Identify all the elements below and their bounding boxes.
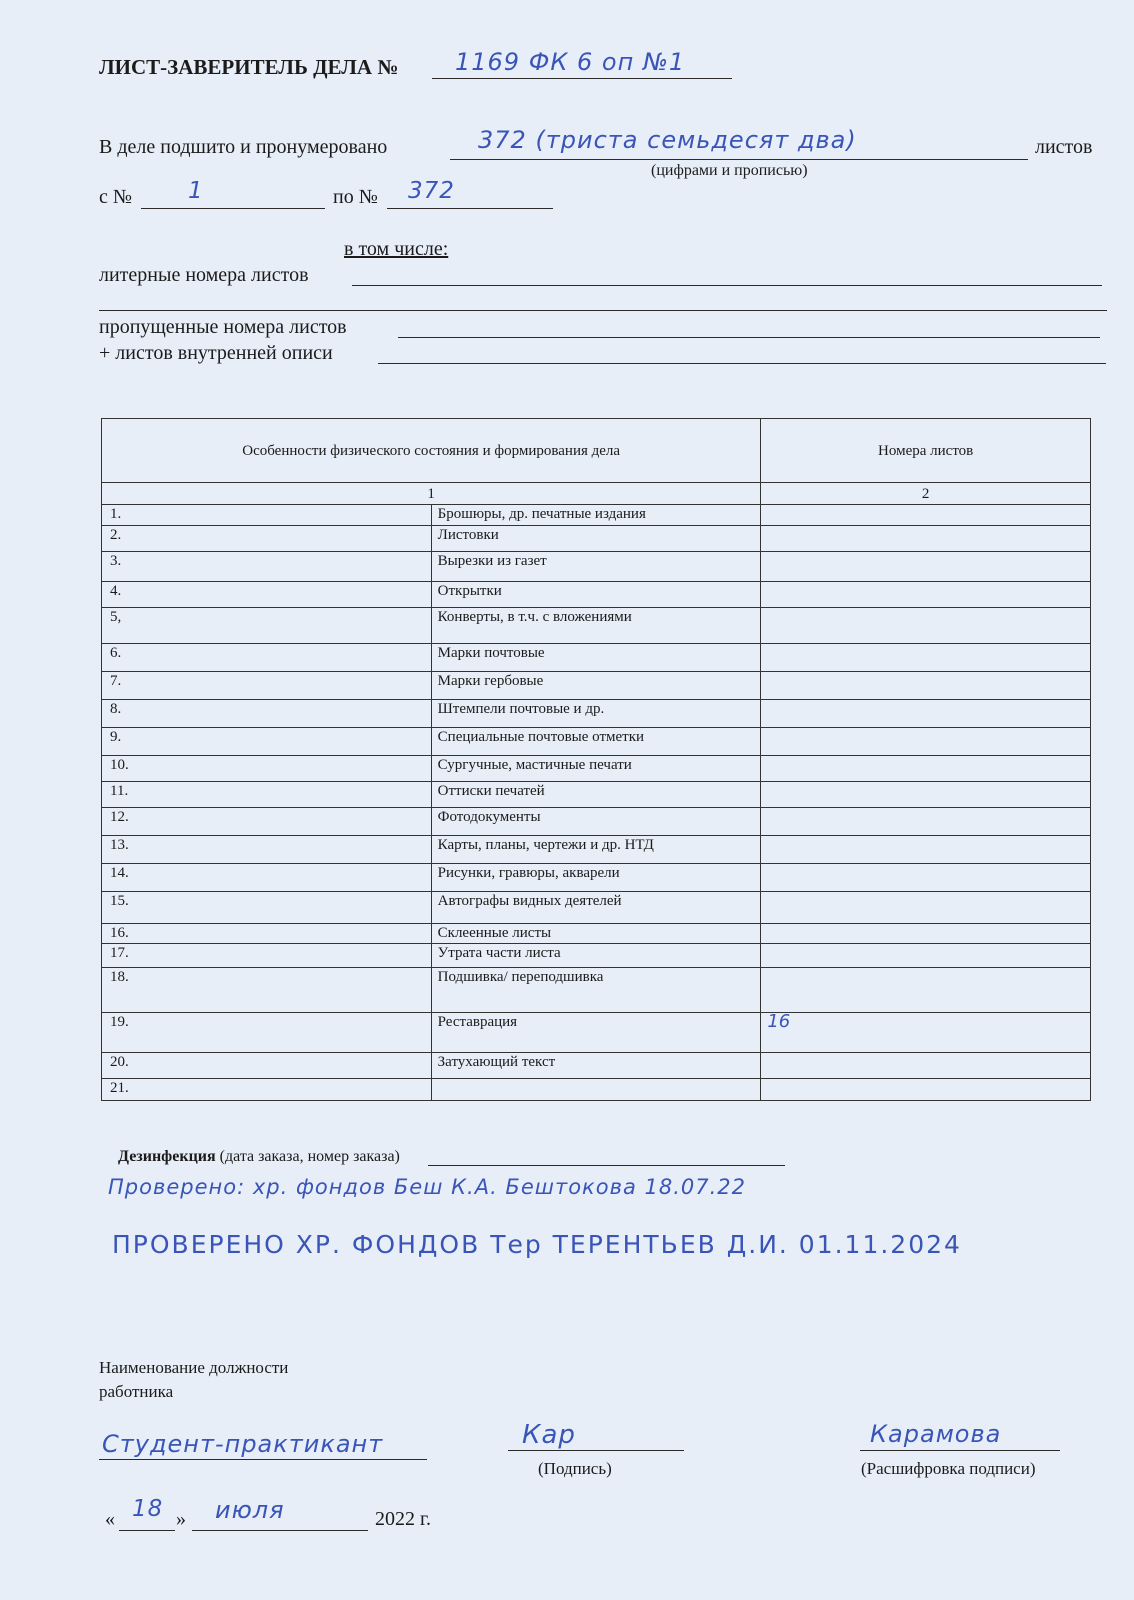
row-number: 8. [102, 700, 432, 728]
row-number: 5, [102, 608, 432, 644]
row-page-numbers [761, 924, 1091, 944]
letter-numbers-underline [352, 285, 1102, 286]
table-index-row [102, 483, 1091, 505]
col1-index: 1 [102, 483, 761, 505]
row-feature-name: Оттиски печатей [431, 782, 761, 808]
col2-header: Номера листов [761, 419, 1091, 483]
table-row [102, 808, 1091, 836]
row-number: 9. [102, 728, 432, 756]
decoding-caption: (Расшифровка подписи) [861, 1459, 1036, 1478]
signature-caption: (Подпись) [538, 1459, 612, 1478]
missed-numbers-label: пропущенные номера листов [99, 316, 347, 338]
table-row [102, 782, 1091, 808]
sheets-count-underline [450, 159, 1028, 160]
to-label: по № [333, 186, 378, 208]
row-page-numbers [761, 1053, 1091, 1079]
row-page-numbers [761, 756, 1091, 782]
table-row [102, 1079, 1091, 1101]
document-title: ЛИСТ-ЗАВЕРИТЕЛЬ ДЕЛА № [99, 55, 399, 79]
row-number: 6. [102, 644, 432, 672]
table-row [102, 944, 1091, 968]
signature-underline [508, 1450, 684, 1451]
row-feature-name: Затухающий текст [431, 1053, 761, 1079]
disinfection-rest: (дата заказа, номер заказа) [219, 1148, 400, 1165]
table-row [102, 924, 1091, 944]
date-month: июля [215, 1496, 285, 1524]
from-underline [141, 208, 325, 209]
table-row [102, 644, 1091, 672]
position-label-line2: работника [99, 1382, 174, 1401]
case-number-value: 1169 ФК 6 оп №1 [455, 48, 686, 76]
table-row [102, 728, 1091, 756]
row-page-numbers [761, 968, 1091, 1013]
row-feature-name: Вырезки из газет [431, 552, 761, 582]
row-feature-name: Фотодокументы [431, 808, 761, 836]
table-row [102, 864, 1091, 892]
row-page-numbers [761, 782, 1091, 808]
row-page-numbers [761, 892, 1091, 924]
table-row [102, 1053, 1091, 1079]
decoding-underline [860, 1450, 1060, 1451]
row-page-numbers: 16 [761, 1013, 1091, 1053]
table-row [102, 1013, 1091, 1053]
row-number: 3. [102, 552, 432, 582]
row-feature-name: Карты, планы, чертежи и др. НТД [431, 836, 761, 864]
date-year: 2022 г. [375, 1508, 431, 1530]
row-number: 7. [102, 672, 432, 700]
sheets-label: В деле подшито и пронумеровано [99, 136, 388, 158]
from-label: с № [99, 186, 132, 208]
row-number: 13. [102, 836, 432, 864]
letter-numbers-label: литерные номера листов [99, 264, 309, 286]
date-day: 18 [132, 1496, 164, 1522]
case-number-underline [432, 78, 732, 79]
row-feature-name: Листовки [431, 526, 761, 552]
sheets-unit: листов [1035, 136, 1093, 158]
to-underline [387, 208, 553, 209]
table-row [102, 836, 1091, 864]
row-number: 1. [102, 505, 432, 526]
date-month-underline [192, 1530, 368, 1531]
row-page-numbers [761, 1079, 1091, 1101]
row-page-numbers [761, 700, 1091, 728]
table-row [102, 700, 1091, 728]
missed-numbers-underline [398, 337, 1100, 338]
table-row [102, 526, 1091, 552]
physical-state-table [101, 418, 1091, 1101]
row-page-numbers [761, 582, 1091, 608]
disinfection-underline [428, 1165, 785, 1166]
row-number: 18. [102, 968, 432, 1013]
table-row [102, 672, 1091, 700]
inventory-underline [378, 363, 1106, 364]
date-close-quote: » [176, 1508, 186, 1530]
table-row [102, 608, 1091, 644]
row-feature-name: Конверты, в т.ч. с вложениями [431, 608, 761, 644]
sheets-count-value: 372 (триста семьдесят два) [478, 126, 857, 154]
row-feature-name: Штемпели почтовые и др. [431, 700, 761, 728]
letter-numbers-underline-2 [99, 310, 1107, 311]
table-header-row [102, 419, 1091, 483]
date-open-quote: « [105, 1508, 115, 1530]
row-number: 11. [102, 782, 432, 808]
row-number: 2. [102, 526, 432, 552]
row-feature-name: Специальные почтовые отметки [431, 728, 761, 756]
row-feature-name: Автографы видных деятелей [431, 892, 761, 924]
disinfection-note-1: Проверено: хр. фондов Беш К.А. Бештокова 18.07.22 [108, 1175, 747, 1199]
row-number: 16. [102, 924, 432, 944]
row-number: 4. [102, 582, 432, 608]
including-label: в том числе: [344, 238, 449, 260]
row-feature-name: Рисунки, гравюры, акварели [431, 864, 761, 892]
signature-mark: Кар [522, 1420, 576, 1450]
row-page-numbers [761, 672, 1091, 700]
to-value: 372 [408, 178, 455, 204]
col1-header: Особенности физического состояния и формирования дела [102, 419, 761, 483]
row-page-numbers [761, 836, 1091, 864]
table-row [102, 505, 1091, 526]
row-number: 15. [102, 892, 432, 924]
row-feature-name: Брошюры, др. печатные издания [431, 505, 761, 526]
row-page-numbers [761, 505, 1091, 526]
disinfection-bold: Дезинфекция [118, 1148, 216, 1165]
from-value: 1 [188, 178, 204, 204]
row-number: 14. [102, 864, 432, 892]
row-page-numbers [761, 526, 1091, 552]
row-feature-name: Подшивка/ переподшивка [431, 968, 761, 1013]
date-day-underline [119, 1530, 175, 1531]
row-feature-name: Марки гербовые [431, 672, 761, 700]
position-underline [99, 1459, 427, 1460]
disinfection-label [118, 1148, 400, 1166]
row-page-numbers [761, 552, 1091, 582]
inventory-label: + листов внутренней описи [99, 342, 333, 364]
row-feature-name: Реставрация [431, 1013, 761, 1053]
row-feature-name: Утрата части листа [431, 944, 761, 968]
disinfection-note-2: ПРОВЕРЕНО ХР. ФОНДОВ Тер ТЕРЕНТЬЕВ Д.И. 01.11.2024 [112, 1230, 962, 1259]
row-page-numbers [761, 608, 1091, 644]
table-row [102, 582, 1091, 608]
row-page-numbers [761, 644, 1091, 672]
row-page-numbers [761, 944, 1091, 968]
row-page-numbers [761, 728, 1091, 756]
row-number: 10. [102, 756, 432, 782]
row-page-numbers [761, 864, 1091, 892]
row-feature-name: Открытки [431, 582, 761, 608]
row-feature-name: Марки почтовые [431, 644, 761, 672]
table-row [102, 892, 1091, 924]
position-label-line1: Наименование должности [99, 1358, 289, 1377]
decoding-value: Карамова [870, 1420, 1002, 1448]
row-number: 19. [102, 1013, 432, 1053]
row-number: 21. [102, 1079, 432, 1101]
row-number: 17. [102, 944, 432, 968]
sheets-hint: (цифрами и прописью) [651, 162, 808, 179]
row-feature-name [431, 1079, 761, 1101]
row-number: 12. [102, 808, 432, 836]
table-row [102, 552, 1091, 582]
col2-index: 2 [761, 483, 1091, 505]
row-number: 20. [102, 1053, 432, 1079]
row-feature-name: Склеенные листы [431, 924, 761, 944]
position-value: Студент-практикант [102, 1430, 384, 1458]
table-row [102, 968, 1091, 1013]
row-page-numbers [761, 808, 1091, 836]
table-row [102, 756, 1091, 782]
row-feature-name: Сургучные, мастичные печати [431, 756, 761, 782]
